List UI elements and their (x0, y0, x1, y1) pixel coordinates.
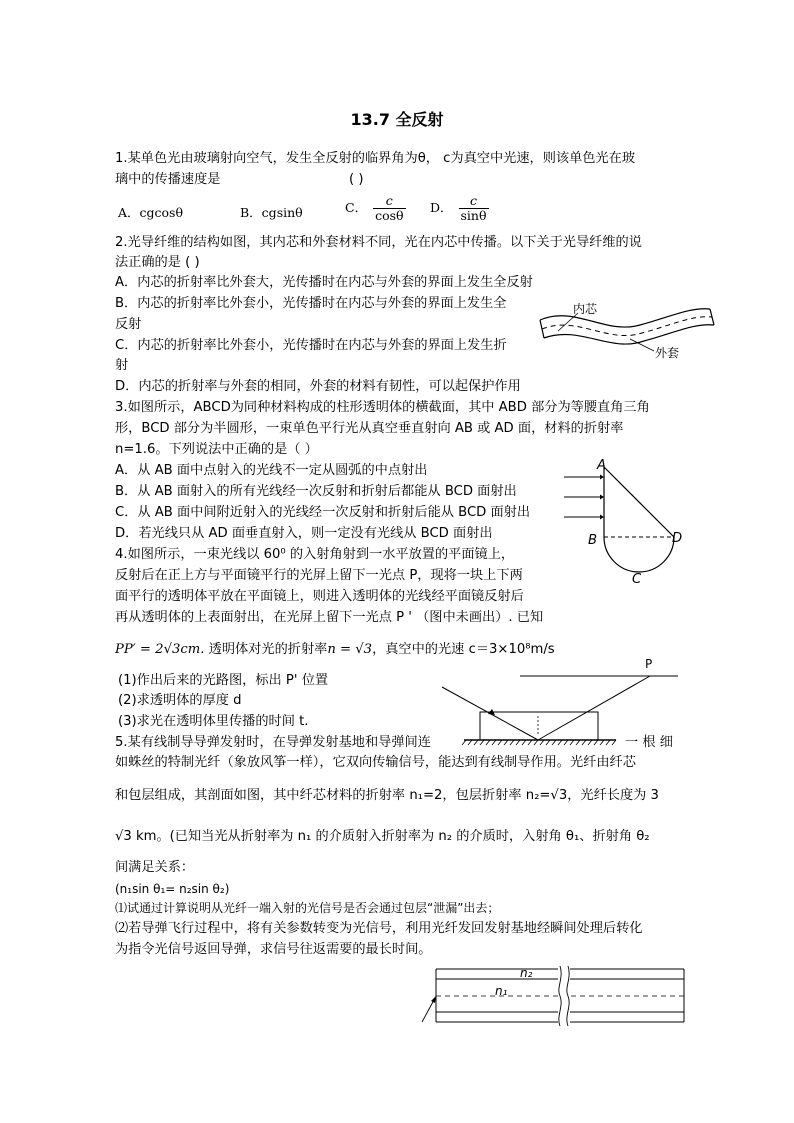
q4-line2: 反射后在正上方与平面镜平行的光屏上留下一光点 P，现将一块上下两 (115, 568, 523, 583)
fiber-core-label: 内芯 (573, 302, 598, 316)
q2-option-d: D．内芯的折射率与外套的相同，外套的材料有韧性，可以起保护作用 (115, 379, 521, 394)
q1-line2: 璃中的传播速度是 (115, 172, 221, 187)
optical-fiber-diagram (530, 295, 720, 365)
q3-option-a: A．从 AB 面中点射入的光线不一定从圆弧的中点射出 (115, 463, 428, 478)
q1-option-d-label: D． (430, 200, 453, 215)
q5-part-1: ⑴试通过计算说明从光纤一端入射的光信号是否会通过包层“泄漏”出去； (115, 901, 500, 915)
q1-option-b: B．cgsinθ (240, 205, 303, 220)
q1-option-d (430, 194, 491, 223)
q5-part-2a: ⑵若导弹飞行过程中，将有关参数转变为光信号，利用光纤发回发射基地经瞬间处理后转化 (115, 921, 643, 936)
q5-line5: 间满足关系： (115, 860, 195, 875)
q1-option-c-num: c (373, 194, 405, 209)
q5-line3: 和包层组成，其剖面如图，其中纤芯材料的折射率 n₁=2，包层折射率 n₂=√3，光纤长度为 3 (115, 788, 659, 803)
prism-label-b: B (588, 533, 598, 548)
q5-line1-tail: 一 根 细 (625, 735, 673, 750)
q5-part-2b: 为指令光信号返回导弹，求信号往返需要的最长时间。 (115, 942, 432, 957)
q4-sub-3: (3)求光在透明体里传播的时间 t. (118, 714, 309, 729)
q4-line4: 再从透明体的上表面射出，在光屏上留下一光点 P ' （图中未画出）. 已知 (115, 610, 544, 625)
q5-line1: 5.某有线制导导弹发射时，在导弹发射基地和导弹间连 (115, 735, 431, 750)
q5-line2: 如蛛丝的特制光纤（象放风筝一样），它双向传输信号，能达到有线制导作用。光纤由纤芯 (115, 755, 636, 770)
q1-option-c-den: cosθ (375, 208, 404, 223)
prism-label-c: C (632, 572, 642, 587)
q2-line2: 法正确的是 ( ) (115, 255, 200, 270)
q1-option-a: A．cgcosθ (118, 205, 183, 220)
q3-option-c: C．从 AB 面中间附近射入的光线经一次反射和折射后能从 BCD 面射出 (115, 505, 531, 520)
q1-paren: ( ) (349, 172, 364, 187)
q3-option-b: B．从 AB 面射入的所有光线经一次反射和折射后都能从 BCD 面射出 (115, 484, 517, 499)
q2-option-a: A．内芯的折射率比外套大，光传播时在内芯与外套的界面上发生全反射 (115, 275, 533, 290)
q3-line2: 形，BCD 部分为半圆形，一束单色平行光从真空垂直射向 AB 或 AD 面，材料的折射率 (115, 421, 624, 436)
q3-line1: 3.如图所示，ABCD为同种材料构成的柱形透明体的横截面，其中 ABD 部分为等腰直角三角 (115, 400, 650, 415)
q2-option-c1: C．内芯的折射率比外套小，光传播时在内芯与外套的界面上发生折 (115, 338, 507, 353)
q4-line5-tail: ，真空中的光速 c＝3×10⁸m/s (372, 642, 555, 657)
fiber-jacket-label: 外套 (655, 346, 680, 360)
prism-label-a: A (597, 458, 607, 473)
q4-line5 (115, 641, 555, 658)
q2-option-b2: 反射 (115, 317, 142, 332)
q3-option-d: D．若光线只从 AD 面垂直射入，则一定没有光线从 BCD 面射出 (115, 526, 493, 541)
q2-line1: 2.光导纤维的结构如图，其内芯和外套材料不同，光在内芯中传播。以下关于光导纤维的说 (115, 235, 642, 250)
q4-line1: 4.如图所示，一束光线以 60⁰ 的入射角射到一水平放置的平面镜上， (115, 547, 515, 562)
q4-pp-formula: PP′ = 2√3cm (115, 642, 201, 657)
q2-option-b1: B．内芯的折射率比外套小，光传播时在内芯与外套的界面上发生全 (115, 296, 507, 311)
q4-sub-2: (2)求透明体的厚度 d (118, 693, 242, 708)
q1-option-d-num: c (459, 194, 489, 209)
fiber-section-diagram (418, 966, 688, 1028)
q4-line3: 面平行的透明体平放在平面镜上，则进入透明体的光线经平面镜反射后 (115, 589, 524, 604)
q1-option-c-label: C． (345, 200, 368, 215)
q4-sub-1: (1)作出后来的光路图，标出 P' 位置 (118, 673, 329, 688)
prism-label-d: D (672, 531, 683, 546)
prism-diagram (560, 455, 700, 585)
mirror-label-p: P (645, 657, 653, 671)
q5-relation: (n₁sin θ₁= n₂sin θ₂) (115, 882, 230, 896)
q4-line5-text: . 透明体对光的折射率 (200, 642, 328, 657)
q2-option-c2: 射 (115, 358, 129, 373)
q1-line1: 1.某单色光由玻璃射向空气，发生全反射的临界角为θ， c为真空中光速，则该单色光在玻 (115, 151, 636, 166)
page-title: 13.7 全反射 (350, 110, 444, 129)
fiber-section-label-n1: n₁ (495, 984, 508, 998)
q5-line4: √3 km。(已知当光从折射率为 n₁ 的介质射入折射率为 n₂ 的介质时，入射角 θ₁、折射角 θ₂ (115, 829, 650, 844)
q4-n-formula: n = √3 (327, 642, 373, 657)
q3-line3: n=1.6。下列说法中正确的是（ ） (115, 442, 318, 457)
q1-option-d-den: sinθ (460, 208, 487, 223)
fiber-section-label-n2: n₂ (520, 966, 533, 980)
q1-option-c (345, 194, 408, 223)
